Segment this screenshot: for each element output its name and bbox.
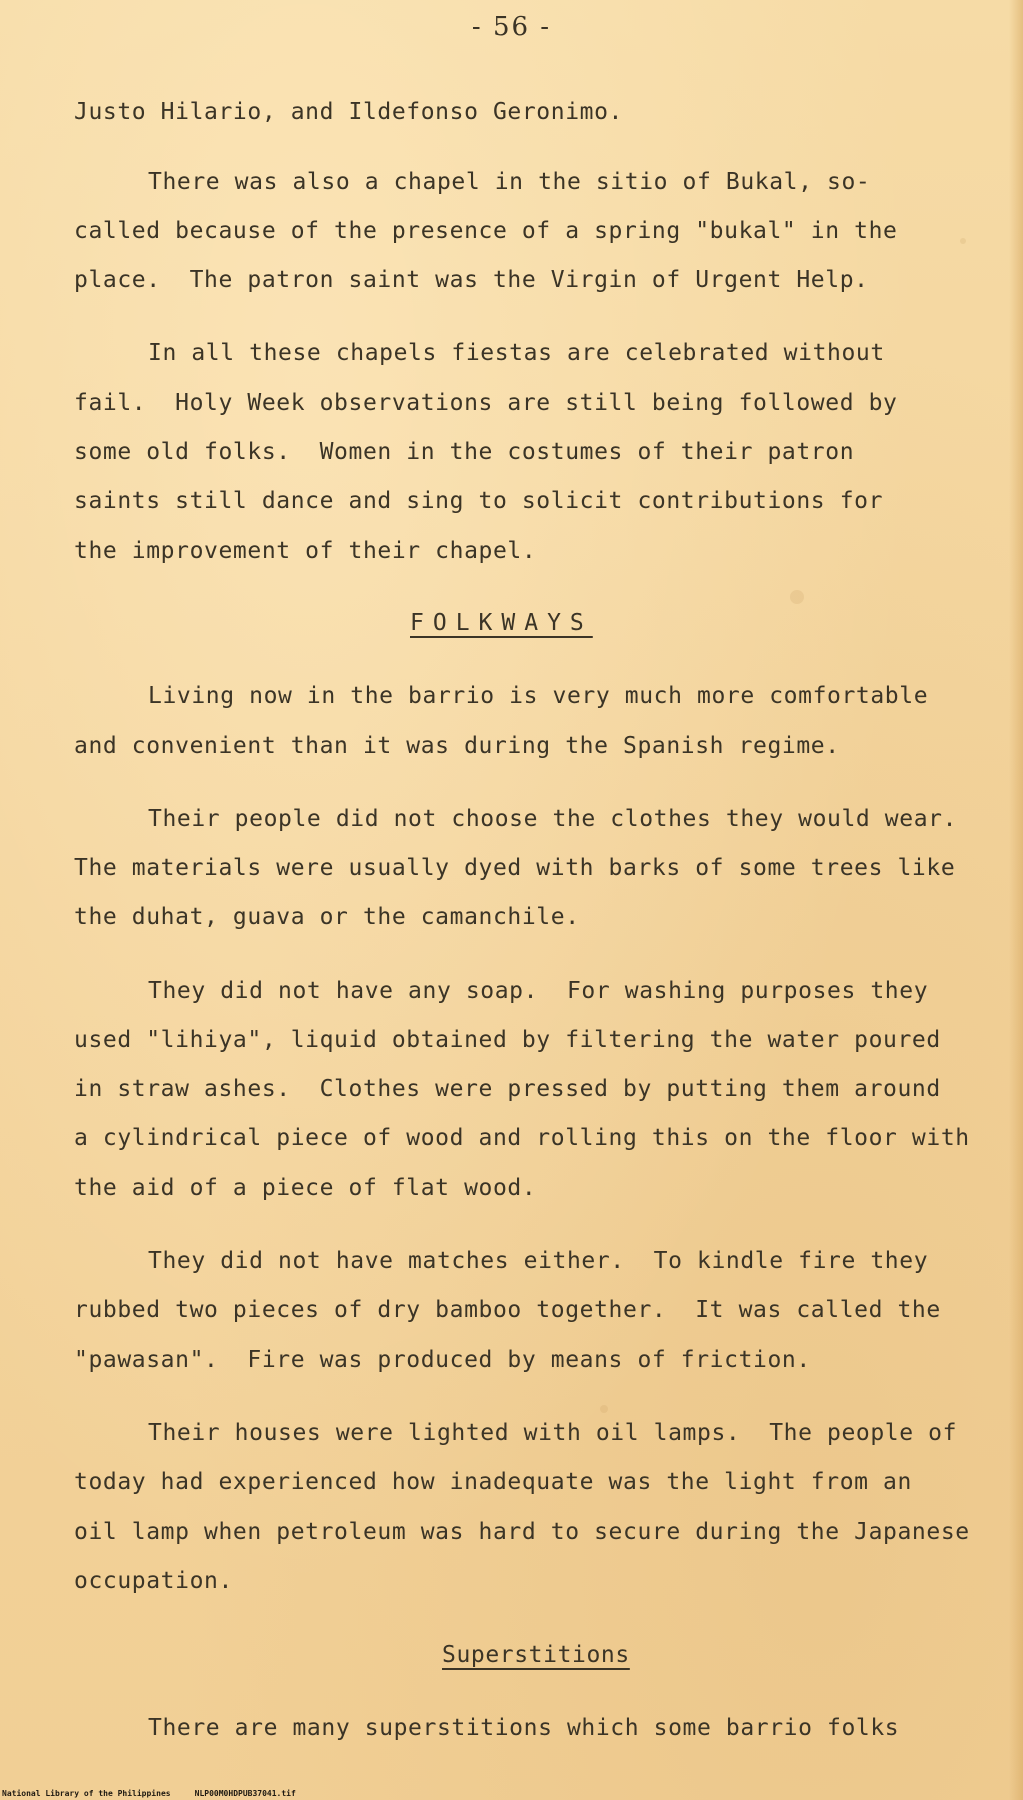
text-line: the improvement of their chapel. [74,538,537,564]
text-line: oil lamp when petroleum was hard to secure during the Japanese [74,1519,970,1545]
text-line: There are many superstitions which some barrio folks [148,1715,900,1741]
text-line: called because of the presence of a spring "bukal" in the [74,218,898,244]
text-line: fail. Holy Week observations are still being followed by [74,390,898,416]
page-number: - 56 - [471,12,552,42]
page-edge-shadow [1009,0,1023,1800]
text-line: They did not have any soap. For washing purposes they [148,978,929,1004]
text-line: saints still dance and sing to solicit contributions for [74,488,884,514]
text-line: Living now in the barrio is very much more comfortable [148,683,929,709]
text-line: "pawasan". Fire was produced by means of friction. [74,1347,811,1373]
text-line: They did not have matches either. To kindle fire they [148,1248,929,1274]
text-line: today had experienced how inadequate was the light from an [74,1469,912,1495]
text-line: the duhat, guava or the camanchile. [74,904,580,930]
text-line: In all these chapels fiestas are celebrated without [148,340,885,366]
text-line: a cylindrical piece of wood and rolling this on the floor with [74,1125,970,1151]
text-line: and convenient than it was during the Spanish regime. [74,733,840,759]
paper-stain [600,1405,608,1413]
text-line: Justo Hilario, and Ildefonso Geronimo. [74,99,623,125]
text-line: used "lihiya", liquid obtained by filtering the water poured [74,1027,941,1053]
text-line: Their people did not choose the clothes they would wear. [148,806,958,832]
text-line: some old folks. Women in the costumes of their patron [74,439,855,465]
text-line: rubbed two pieces of dry bamboo together. It was called the [74,1297,941,1323]
text-line: in straw ashes. Clothes were pressed by putting them around [74,1076,941,1102]
scan-footer-caption: National Library of the Philippines NLP00M0HDPUB37041.tif [2,1789,296,1798]
paper-stain [790,590,804,604]
text-line: There was also a chapel in the sitio of Bukal, so- [148,169,871,195]
paper-stain [960,238,966,244]
text-line: Their houses were lighted with oil lamps. The people of [148,1420,958,1446]
text-line: The materials were usually dyed with barks of some trees like [74,855,956,881]
text-line: the aid of a piece of flat wood. [74,1175,537,1201]
section-heading-superstitions: Superstitions [442,1642,630,1668]
section-heading-folkways: FOLKWAYS [410,610,593,636]
text-line: occupation. [74,1568,233,1594]
text-line: place. The patron saint was the Virgin of Urgent Help. [74,267,869,293]
